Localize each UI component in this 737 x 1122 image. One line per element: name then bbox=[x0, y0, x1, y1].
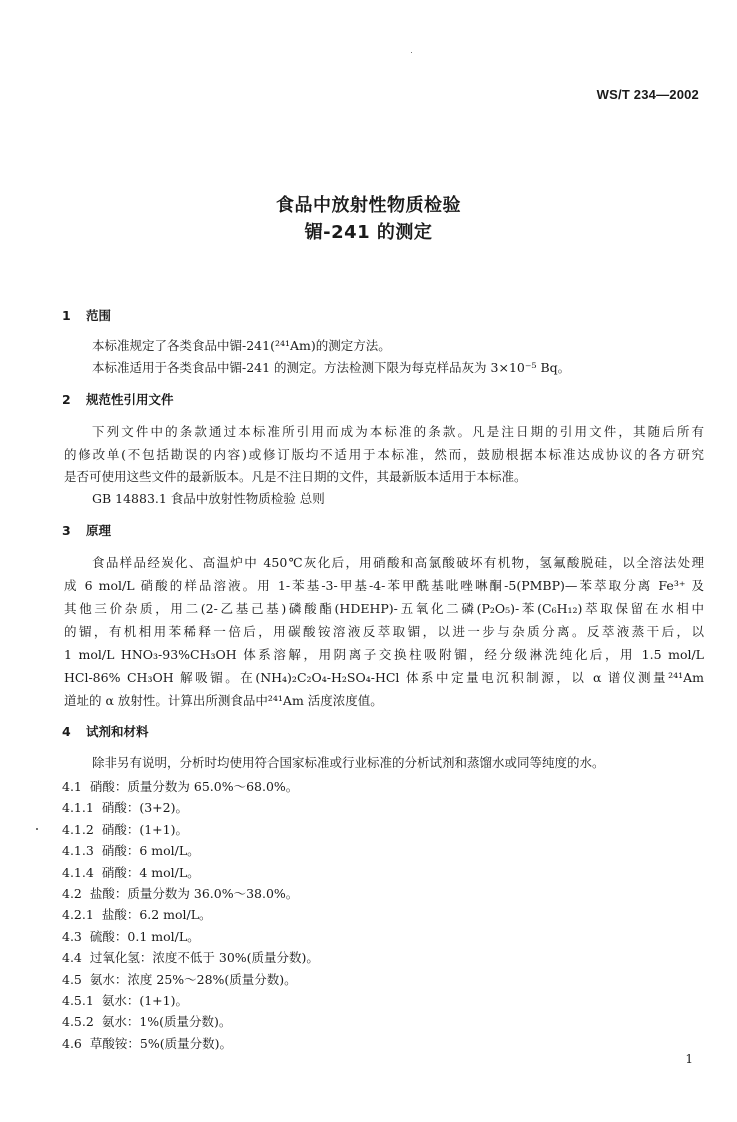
reagent-item-text: 氨水：1%(质量分数)。 bbox=[101, 1014, 232, 1030]
reagent-item-text: 过氧化氢：浓度不低于 30%(质量分数)。 bbox=[89, 950, 319, 966]
section-number: 2 bbox=[62, 392, 71, 407]
reagent-item-number: 4.5 bbox=[62, 971, 82, 987]
reagent-item bbox=[62, 927, 200, 945]
section-2-line-3: 是否可使用这些文件的最新版本。凡是不注日期的文件，其最新版本适用于本标准。 bbox=[64, 469, 527, 484]
reagent-item bbox=[62, 970, 297, 988]
reagent-item bbox=[62, 777, 298, 795]
reagent-item-text: 草酸铵：5%(质量分数)。 bbox=[89, 1035, 232, 1051]
section-title: 原理 bbox=[86, 523, 112, 538]
reagent-item-number: 4.4 bbox=[62, 950, 82, 966]
section-4-heading bbox=[62, 722, 149, 740]
reagent-item bbox=[62, 841, 200, 859]
reagent-item-number: 4.3 bbox=[62, 928, 82, 944]
section-title: 规范性引用文件 bbox=[86, 392, 174, 407]
standard-code: WS/T 234—2002 bbox=[596, 87, 699, 102]
section-3-line-5: 1 mol/L HNO₃-93%CH₃OH 体系溶解，用阴离子交换柱吸附镅，经分级淋洗纯化后，用 1.5 mol/L bbox=[64, 647, 704, 662]
reagent-item-text: 硝酸：6 mol/L。 bbox=[101, 843, 200, 859]
reagent-item-text: 氨水：(1+1)。 bbox=[101, 993, 188, 1008]
section-2-line-1: 下列文件中的条款通过本标准所引用而成为本标准的条款。凡是注日期的引用文件，其随后所有 bbox=[92, 424, 704, 439]
reagent-item-number: 4.1.4 bbox=[62, 864, 94, 880]
reagent-item-text: 盐酸：质量分数为 36.0%～38.0%。 bbox=[89, 886, 299, 901]
section-3-heading bbox=[62, 521, 111, 539]
reagent-item-text: 氨水：浓度 25%～28%(质量分数)。 bbox=[89, 971, 297, 987]
reagent-item-text: 硝酸：(1+1)。 bbox=[101, 821, 188, 837]
reagent-item bbox=[62, 820, 188, 838]
reagent-item-text: 硫酸：0.1 mol/L。 bbox=[89, 928, 200, 944]
section-2-line-2: 的修改单(不包括勘误的内容)或修订版均不适用于本标准，然而，鼓励根据本标准达成协议的各方研究 bbox=[64, 447, 704, 462]
section-4-intro: 除非另有说明，分析时均使用符合国家标准或行业标准的分析试剂和蒸馏水或同等纯度的水。 bbox=[92, 755, 605, 770]
section-1-paragraph-2: 本标准适用于各类食品中镅-241 的测定。方法检测下限为每克样品灰为 3×10⁻⁵ Bq。 bbox=[92, 360, 571, 375]
reagent-item-number: 4.1.1 bbox=[62, 800, 94, 816]
section-number: 3 bbox=[62, 523, 71, 538]
section-2-heading bbox=[62, 390, 174, 408]
section-number: 1 bbox=[62, 308, 71, 323]
reagent-item-number: 4.5.2 bbox=[62, 1014, 94, 1030]
section-3-line-4: 的镅，有机相用苯稀释一倍后，用碳酸铵溶液反萃取镅，以进一步与杂质分离。反萃液蒸干后，以 bbox=[64, 624, 704, 639]
section-3-line-6: HCl-86% CH₃OH 解吸镅。在(NH₄)₂C₂O₄-H₂SO₄-HCl 体系中定量电沉积制源，以 α 谱仪测量²⁴¹Am bbox=[64, 670, 704, 685]
scan-speck bbox=[36, 828, 38, 830]
reagent-item-text: 盐酸：6.2 mol/L。 bbox=[101, 907, 212, 923]
section-3-line-7: 道址的 α 放射性。计算出所测食品中²⁴¹Am 活度浓度值。 bbox=[64, 693, 383, 708]
reagent-item bbox=[62, 1034, 232, 1052]
reagent-item-text: 硝酸：质量分数为 65.0%～68.0%。 bbox=[89, 779, 299, 794]
reagent-item bbox=[62, 1012, 231, 1030]
reagent-item-number: 4.5.1 bbox=[62, 993, 94, 1008]
reagent-item-text: 硝酸：4 mol/L。 bbox=[101, 864, 200, 880]
reagent-item bbox=[62, 905, 212, 923]
reagent-item bbox=[62, 863, 200, 881]
section-1-paragraph-1: 本标准规定了各类食品中镅-241(²⁴¹Am)的测定方法。 bbox=[92, 338, 391, 353]
reagent-item-number: 4.2 bbox=[62, 886, 82, 901]
page-number: 1 bbox=[685, 1052, 693, 1066]
reagent-item-text: 硝酸：(3+2)。 bbox=[101, 800, 188, 816]
reagent-item bbox=[62, 884, 298, 902]
reagent-item-number: 4.1.3 bbox=[62, 843, 94, 859]
reagent-item-number: 4.2.1 bbox=[62, 907, 94, 923]
reagent-item bbox=[62, 948, 319, 966]
document-subtitle: 镅-241 的测定 bbox=[304, 222, 433, 243]
reagent-item-number: 4.6 bbox=[62, 1035, 82, 1051]
reagent-item bbox=[62, 798, 188, 816]
section-3-line-1: 食品样品经炭化、高温炉中 450℃灰化后，用硝酸和高氯酸破坏有机物，氢氟酸脱硅，以全溶法处理 bbox=[92, 555, 704, 570]
section-1-heading bbox=[62, 306, 111, 324]
section-3-line-3: 其他三价杂质，用二(2-乙基己基)磷酸酯(HDEHP)-五氧化二磷(P₂O₅)-苯(C₆H₁₂)萃取保留在水相中 bbox=[64, 601, 704, 616]
reagent-item-number: 4.1 bbox=[62, 779, 82, 794]
section-title: 范围 bbox=[86, 308, 112, 323]
section-3-line-2: 成 6 mol/L 硝酸的样品溶液。用 1-苯基-3-甲基-4-苯甲酰基吡唑啉酮-5(PMBP)—苯萃取分离 Fe³⁺ 及 bbox=[64, 578, 704, 593]
section-number: 4 bbox=[62, 724, 71, 739]
reagent-item-number: 4.1.2 bbox=[62, 821, 94, 837]
document-title: 食品中放射性物质检验 bbox=[276, 195, 461, 216]
normative-reference: GB 14883.1 食品中放射性物质检验 总则 bbox=[92, 491, 325, 506]
reagent-item bbox=[62, 991, 188, 1009]
scan-speck bbox=[411, 52, 412, 53]
section-title: 试剂和材料 bbox=[86, 724, 149, 739]
